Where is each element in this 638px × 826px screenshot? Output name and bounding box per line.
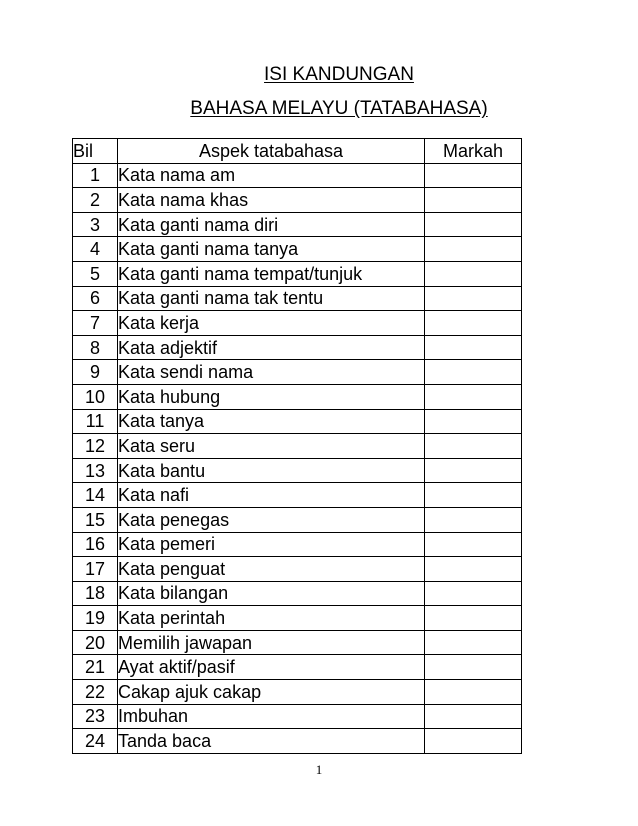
page-title: ISI KANDUNGAN xyxy=(264,64,414,85)
row-score xyxy=(425,557,522,582)
row-score xyxy=(425,335,522,360)
row-aspect: Memilih jawapan xyxy=(118,630,425,655)
row-number: 19 xyxy=(73,606,118,631)
page-subtitle: BAHASA MELAYU (TATABAHASA) xyxy=(190,98,488,119)
row-number: 22 xyxy=(73,680,118,705)
row-number: 12 xyxy=(73,434,118,459)
table-row xyxy=(73,409,522,434)
table-body xyxy=(73,163,522,753)
row-number: 2 xyxy=(73,188,118,213)
table-row xyxy=(73,261,522,286)
header-aspek: Aspek tatabahasa xyxy=(118,139,425,164)
table-row xyxy=(73,606,522,631)
table-row xyxy=(73,630,522,655)
table-row xyxy=(73,532,522,557)
table-row xyxy=(73,729,522,754)
row-score xyxy=(425,360,522,385)
table-row xyxy=(73,434,522,459)
row-score xyxy=(425,606,522,631)
row-aspect: Kata ganti nama tanya xyxy=(118,237,425,262)
header-markah: Markah xyxy=(425,139,522,164)
row-number: 20 xyxy=(73,630,118,655)
row-aspect: Kata nama am xyxy=(118,163,425,188)
table-row xyxy=(73,286,522,311)
table-row xyxy=(73,704,522,729)
row-aspect: Kata tanya xyxy=(118,409,425,434)
row-score xyxy=(425,237,522,262)
row-number: 14 xyxy=(73,483,118,508)
row-score xyxy=(425,655,522,680)
row-score xyxy=(425,729,522,754)
row-score xyxy=(425,630,522,655)
row-score xyxy=(425,188,522,213)
row-number: 4 xyxy=(73,237,118,262)
row-number: 15 xyxy=(73,507,118,532)
table-row xyxy=(73,581,522,606)
row-number: 17 xyxy=(73,557,118,582)
row-number: 8 xyxy=(73,335,118,360)
row-score xyxy=(425,507,522,532)
row-number: 1 xyxy=(73,163,118,188)
row-score xyxy=(425,163,522,188)
contents-table xyxy=(72,138,522,754)
row-aspect: Imbuhan xyxy=(118,704,425,729)
table-row xyxy=(73,655,522,680)
row-aspect: Tanda baca xyxy=(118,729,425,754)
row-aspect: Kata seru xyxy=(118,434,425,459)
row-aspect: Kata bantu xyxy=(118,458,425,483)
row-number: 24 xyxy=(73,729,118,754)
row-aspect: Kata ganti nama tak tentu xyxy=(118,286,425,311)
row-number: 10 xyxy=(73,384,118,409)
row-aspect: Kata nafi xyxy=(118,483,425,508)
row-number: 23 xyxy=(73,704,118,729)
row-score xyxy=(425,581,522,606)
row-number: 7 xyxy=(73,311,118,336)
table-row xyxy=(73,483,522,508)
row-number: 18 xyxy=(73,581,118,606)
table-row xyxy=(73,557,522,582)
row-score xyxy=(425,261,522,286)
table-header-row xyxy=(73,139,522,164)
row-aspect: Kata perintah xyxy=(118,606,425,631)
row-number: 11 xyxy=(73,409,118,434)
row-aspect: Ayat aktif/pasif xyxy=(118,655,425,680)
row-score xyxy=(425,680,522,705)
row-score xyxy=(425,483,522,508)
row-aspect: Cakap ajuk cakap xyxy=(118,680,425,705)
row-number: 21 xyxy=(73,655,118,680)
row-aspect: Kata nama khas xyxy=(118,188,425,213)
row-score xyxy=(425,311,522,336)
row-number: 13 xyxy=(73,458,118,483)
row-score xyxy=(425,286,522,311)
table-row xyxy=(73,680,522,705)
row-aspect: Kata adjektif xyxy=(118,335,425,360)
table-row xyxy=(73,163,522,188)
table-row xyxy=(73,335,522,360)
row-aspect: Kata pemeri xyxy=(118,532,425,557)
row-score xyxy=(425,212,522,237)
row-number: 9 xyxy=(73,360,118,385)
table-row xyxy=(73,384,522,409)
row-score xyxy=(425,704,522,729)
row-number: 16 xyxy=(73,532,118,557)
row-number: 3 xyxy=(73,212,118,237)
page-number: 1 xyxy=(315,762,323,777)
row-score xyxy=(425,532,522,557)
row-aspect: Kata kerja xyxy=(118,311,425,336)
row-number: 5 xyxy=(73,261,118,286)
row-aspect: Kata ganti nama tempat/tunjuk xyxy=(118,261,425,286)
row-score xyxy=(425,434,522,459)
row-aspect: Kata hubung xyxy=(118,384,425,409)
row-aspect: Kata penguat xyxy=(118,557,425,582)
row-aspect: Kata sendi nama xyxy=(118,360,425,385)
row-score xyxy=(425,409,522,434)
row-score xyxy=(425,384,522,409)
table-row xyxy=(73,311,522,336)
table-row xyxy=(73,212,522,237)
row-aspect: Kata ganti nama diri xyxy=(118,212,425,237)
header-bil: Bil xyxy=(73,139,118,164)
row-aspect: Kata penegas xyxy=(118,507,425,532)
row-aspect: Kata bilangan xyxy=(118,581,425,606)
table-row xyxy=(73,188,522,213)
row-score xyxy=(425,458,522,483)
table-row xyxy=(73,507,522,532)
table-row xyxy=(73,360,522,385)
table-row xyxy=(73,237,522,262)
row-number: 6 xyxy=(73,286,118,311)
table-row xyxy=(73,458,522,483)
